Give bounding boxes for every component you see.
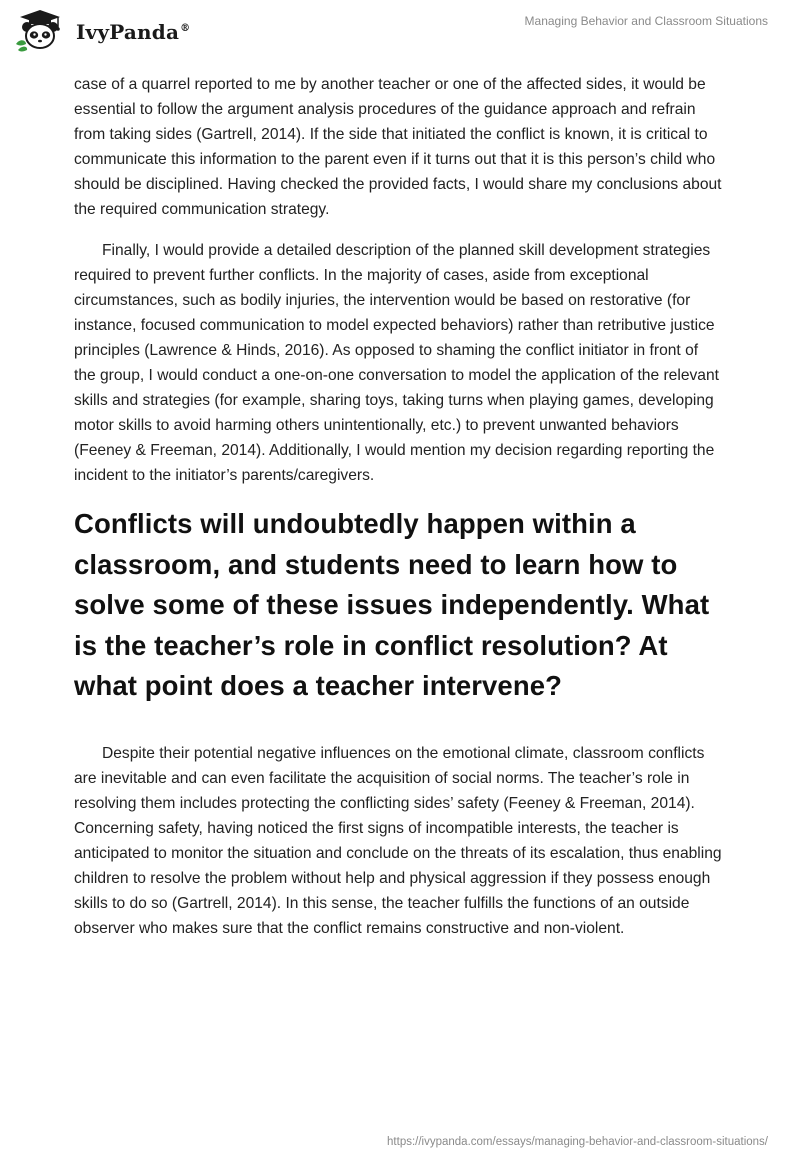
panda-graduate-icon xyxy=(14,8,66,52)
paragraph-1: case of a quarrel reported to me by another teacher or one of the affected sides, it would be essential to follow the argument analysis procedures of the guidance approach and refrain from taking sides (Gartrell, 2014). If the side that initiated the conflict is known, it is critical to communicate this information to the parent even if it turns out that it is this person’s child who should be disciplined. Having checked the provided facts, I would share my conclusions about the required communication strategy. xyxy=(74,76,722,218)
ivypanda-logo[interactable] xyxy=(14,8,190,52)
page-header xyxy=(0,0,800,70)
document-title: Managing Behavior and Classroom Situations xyxy=(524,14,768,28)
section-heading: Conflicts will undoubtedly happen within a classroom, and students need to learn how to solve some of these issues independently. What is the teacher’s role in conflict resolution? At what point does a teacher intervene? xyxy=(74,508,710,701)
article-body xyxy=(74,72,724,941)
source-url[interactable]: https://ivypanda.com/essays/managing-behavior-and-classroom-situations/ xyxy=(387,1136,768,1148)
paragraph-3: Despite their potential negative influences on the emotional climate, classroom conflicts are inevitable and can even facilitate the acquisition of social norms. The teacher’s role in resolving them includes protecting the conflicting sides’ safety (Feeney & Freeman, 2014). Concerning safety, having noticed the first signs of incompatible interests, the teacher is anticipated to monitor the situation and conclude on the threats of its escalation, thus enabling children to resolve the problem without help and physical aggression if they possess enough skills to do so (Gartrell, 2014). In this sense, the teacher fulfills the functions of an outside observer who makes sure that the conflict remains constructive and non-violent. xyxy=(74,744,722,937)
paragraph-2: Finally, I would provide a detailed description of the planned skill development strategies required to prevent further conflicts. In the majority of cases, aside from exceptional circumstances, such as bodily injuries, the intervention would be based on restorative (for instance, focused communication to model expected behaviors) rather than retributive justice principles (Lawrence & Hinds, 2016). As opposed to shaming the conflict initiator in front of the group, I would conduct a one-on-one conversation to model the application of the relevant skills and strategies (for example, sharing toys, taking turns when playing games, developing motor skills to avoid harming others unintentionally, etc.) to prevent unwanted behaviors (Feeney & Freeman, 2014). Additionally, I would mention my decision regarding reporting the incident to the initiator’s parents/caregivers. xyxy=(74,242,719,484)
brand-name: IvyPanda® xyxy=(76,20,191,44)
